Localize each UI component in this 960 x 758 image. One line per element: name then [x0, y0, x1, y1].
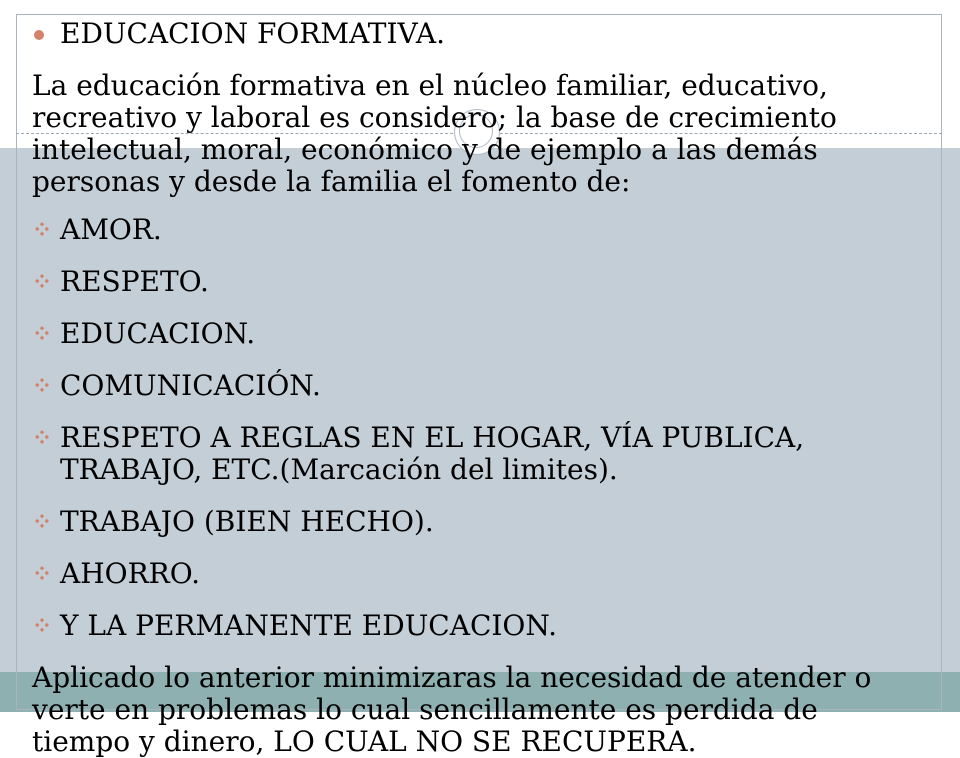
- intro-paragraph: La educación formativa en el núcleo familiar, educativo, recreativo y laboral es considero; la base de crecimiento intelectual, moral, económico y de ejemplo a las demás personas y desde la familia el fomento de:: [32, 69, 837, 198]
- four-diamond-icon: [34, 429, 50, 445]
- list-item-text: RESPETO.: [60, 265, 209, 298]
- four-diamond-icon: [34, 513, 50, 529]
- list-item-text: Y LA PERMANENTE EDUCACION.: [60, 609, 557, 642]
- four-diamond-icon: [34, 377, 50, 393]
- list-item: [32, 610, 922, 642]
- list-item-text: AHORRO.: [60, 557, 200, 590]
- four-diamond-icon: [34, 273, 50, 289]
- bullet-list: [32, 214, 922, 642]
- list-item: [32, 422, 922, 486]
- closing-paragraph: Aplicado lo anterior minimizaras la necesidad de atender o verte en problemas lo cual sencillamente es perdida de tiempo y dinero, LO CUAL NO SE RECUPERA.: [32, 661, 872, 758]
- four-diamond-icon: [34, 565, 50, 581]
- list-item-text: EDUCACION.: [60, 317, 256, 350]
- list-item-text: COMUNICACIÓN.: [60, 369, 321, 402]
- list-item: [32, 318, 922, 350]
- list-item: [32, 370, 922, 402]
- list-item: [32, 214, 922, 246]
- list-item: [32, 266, 922, 298]
- slide-heading: EDUCACION FORMATIVA.: [60, 17, 445, 50]
- slide-content: [32, 18, 922, 758]
- list-item-text: RESPETO A REGLAS EN EL HOGAR, VÍA PUBLICA, TRABAJO, ETC.(Marcación del limites).: [60, 421, 805, 486]
- four-diamond-icon: [34, 325, 50, 341]
- four-diamond-icon: [34, 617, 50, 633]
- heading-row: [32, 18, 922, 58]
- list-item: [32, 506, 922, 538]
- round-dot-icon: [34, 30, 44, 40]
- list-item-text: TRABAJO (BIEN HECHO).: [60, 505, 434, 538]
- list-item-text: AMOR.: [60, 213, 162, 246]
- list-item: [32, 558, 922, 590]
- four-diamond-icon: [34, 221, 50, 237]
